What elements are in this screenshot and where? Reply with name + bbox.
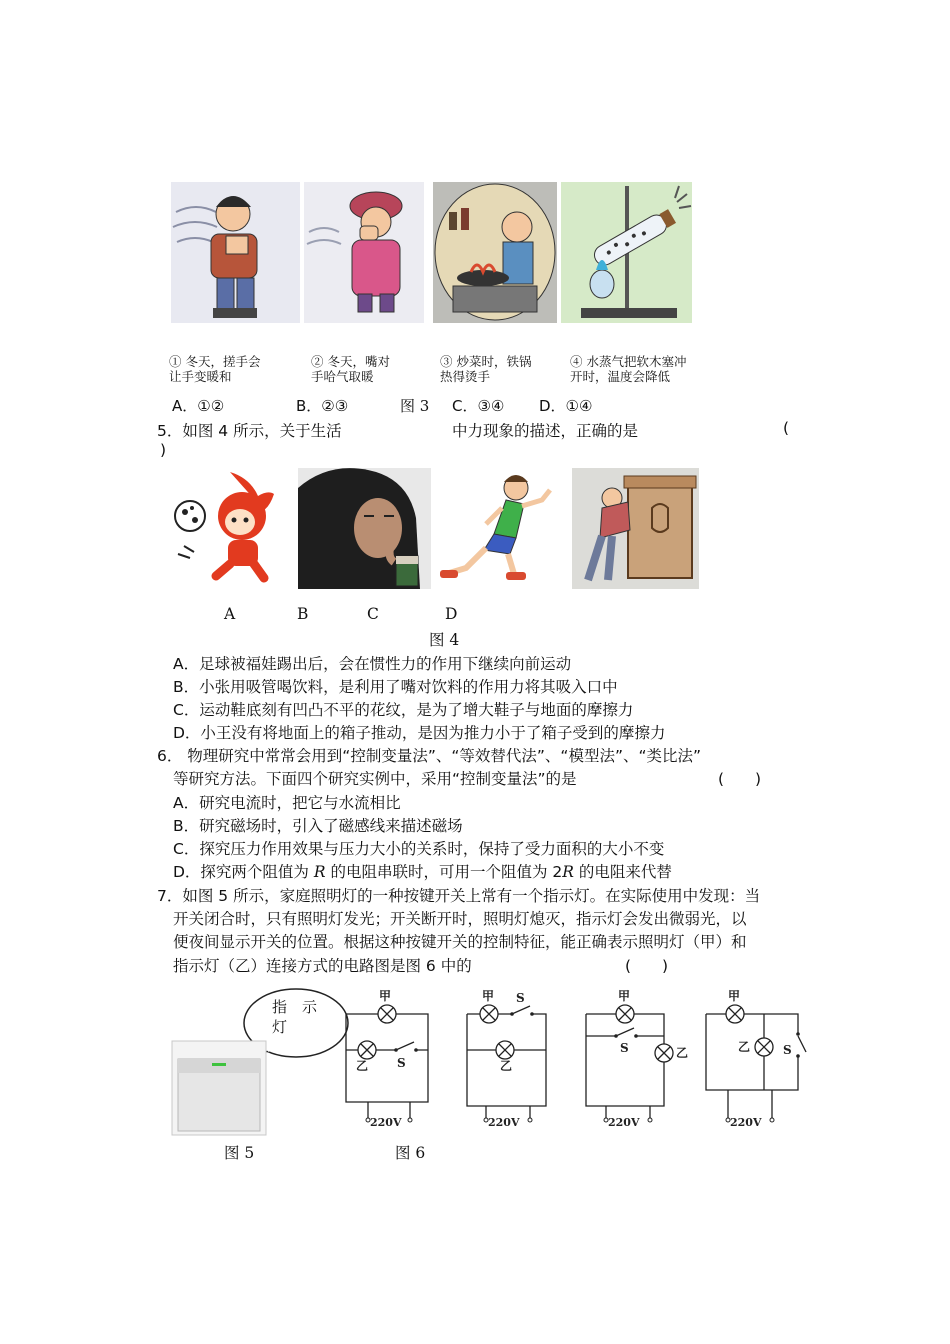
fig4-label-c: C (367, 605, 379, 623)
label-s: S (783, 1043, 792, 1057)
label-s: S (397, 1056, 406, 1070)
circuit-a[interactable] (346, 989, 428, 1129)
label-jia: 甲 (728, 989, 741, 1003)
q6-answer-paren: ( ) (718, 770, 762, 788)
q5-stem: 5．如图 4 所示，关于生活 (157, 422, 342, 440)
label-voltage: 220V (730, 1116, 762, 1129)
q6-option-d-text: 的电阻来代替 (578, 863, 672, 881)
fig4-picture-c-running-boy (436, 468, 562, 589)
q6-option-d (173, 860, 672, 882)
circuit-b[interactable] (467, 989, 546, 1129)
label-yi: 乙 (676, 1046, 689, 1060)
fig5-caption: 图 5 (224, 1144, 255, 1162)
resistance-symbol: R (313, 863, 326, 881)
fig4-label-d: D (445, 605, 458, 623)
fig3-caption-3 (440, 354, 560, 384)
fig4-label-b: B (297, 605, 309, 623)
fig3-option-a: A．①② (172, 397, 225, 415)
q7-stem-line3: 便夜间显示开关的位置。根据这种按键开关的控制特征，能正确表示照明灯（甲）和 (173, 933, 747, 951)
label-voltage: 220V (608, 1116, 640, 1129)
indicator-bubble-line1: 指 示 (272, 998, 318, 1016)
q7-stem-line1: 7．如图 5 所示，家庭照明灯的一种按键开关上常有一个指示灯。在实际使用中发现：当 (157, 887, 761, 905)
q5-paren-close: ) (160, 441, 167, 459)
q5-option-c: C．运动鞋底刻有凹凸不平的花纹，是为了增大鞋子与地面的摩擦力 (173, 701, 634, 719)
q5-stem-cont: 中力现象的描述，正确的是 (452, 422, 639, 440)
q6-stem-line1: 6． 物理研究中常常会用到“控制变量法”、“等效替代法”、“模型法”、“类比法” (157, 747, 702, 765)
fig3-caption-2 (311, 354, 421, 384)
fig3-picture-2-blowing-hands (304, 182, 424, 323)
fig4-caption: 图 4 (429, 631, 460, 649)
label-s: S (516, 991, 525, 1005)
caption-line: ① 冬天，搓手会 (169, 354, 261, 369)
fig5-switch-picture (170, 983, 350, 1136)
caption-line: 开时，温度会降低 (570, 369, 671, 384)
label-yi: 乙 (738, 1040, 751, 1054)
q7-stem-line4: 指示灯（乙）连接方式的电路图是图 6 中的 (173, 957, 472, 975)
caption-line: ④ 水蒸气把软木塞冲 (570, 354, 687, 369)
label-voltage: 220V (370, 1116, 402, 1129)
label-yi: 乙 (500, 1059, 513, 1073)
fig3-picture-4-test-tube (561, 182, 692, 323)
caption-line: ③ 炒菜时，铁锅 (440, 354, 532, 369)
q6-option-d-text: 的电阻串联时，可用一个阻值为 2 (330, 863, 563, 881)
label-voltage: 220V (488, 1116, 520, 1129)
q5-option-d: D．小王没有将地面上的箱子推动，是因为推力小于了箱子受到的摩擦力 (173, 724, 666, 742)
q5-paren-open: ( (783, 419, 790, 437)
circuit-d[interactable] (706, 989, 806, 1129)
label-jia: 甲 (618, 989, 631, 1003)
fig3-caption-1 (169, 354, 289, 384)
label-jia: 甲 (482, 989, 495, 1003)
fig4-label-a: A (224, 605, 236, 623)
fig6-circuits (340, 988, 810, 1133)
fig3-picture-1-rubbing-hands (171, 182, 300, 323)
fig3-label: 图 3 (400, 397, 430, 415)
fig3-picture-3-cooking (433, 182, 557, 323)
fig3-option-c: C．③④ (452, 397, 505, 415)
q6-option-a: A．研究电流时，把它与水流相比 (173, 794, 401, 812)
fig4-picture-a-fuwa-kicking-ball (170, 468, 288, 589)
fig4-picture-d-pushing-box (572, 468, 699, 589)
q6-option-c: C．探究压力作用效果与压力大小的关系时，保持了受力面积的大小不变 (173, 840, 665, 858)
caption-line: 手哈气取暖 (311, 369, 374, 384)
q5-option-a: A．足球被福娃踢出后，会在惯性力的作用下继续向前运动 (173, 655, 572, 673)
fig6-caption: 图 6 (395, 1144, 426, 1162)
q6-option-d-text: D．探究两个阻值为 (173, 863, 309, 881)
fig3-option-b: B．②③ (296, 397, 349, 415)
caption-line: 热得烫手 (440, 369, 491, 384)
q7-stem-line2: 开关闭合时，只有照明灯发光；开关断开时，照明灯熄灭，指示灯会发出微弱光，以 (173, 910, 747, 928)
q6-option-b: B．研究磁场时，引入了磁感线来描述磁场 (173, 817, 463, 835)
q6-stem-line2: 等研究方法。下面四个研究实例中，采用“控制变量法”的是 (173, 770, 577, 788)
fig4-picture-b-drinking-with-straw (298, 468, 431, 589)
label-jia: 甲 (379, 989, 392, 1003)
q7-answer-paren: ( ) (625, 957, 669, 975)
fig3-option-d: D．①④ (539, 397, 593, 415)
label-s: S (620, 1041, 629, 1055)
q5-option-b: B．小张用吸管喝饮料，是利用了嘴对饮料的作用力将其吸入口中 (173, 678, 618, 696)
circuit-c[interactable] (586, 989, 688, 1129)
caption-line: ② 冬天，嘴对 (311, 354, 390, 369)
caption-line: 让手变暖和 (169, 369, 232, 384)
indicator-bubble-line2: 灯 (272, 1018, 288, 1036)
resistance-symbol: R (562, 863, 574, 881)
fig3-caption-4 (570, 354, 710, 384)
label-yi: 乙 (356, 1059, 369, 1073)
